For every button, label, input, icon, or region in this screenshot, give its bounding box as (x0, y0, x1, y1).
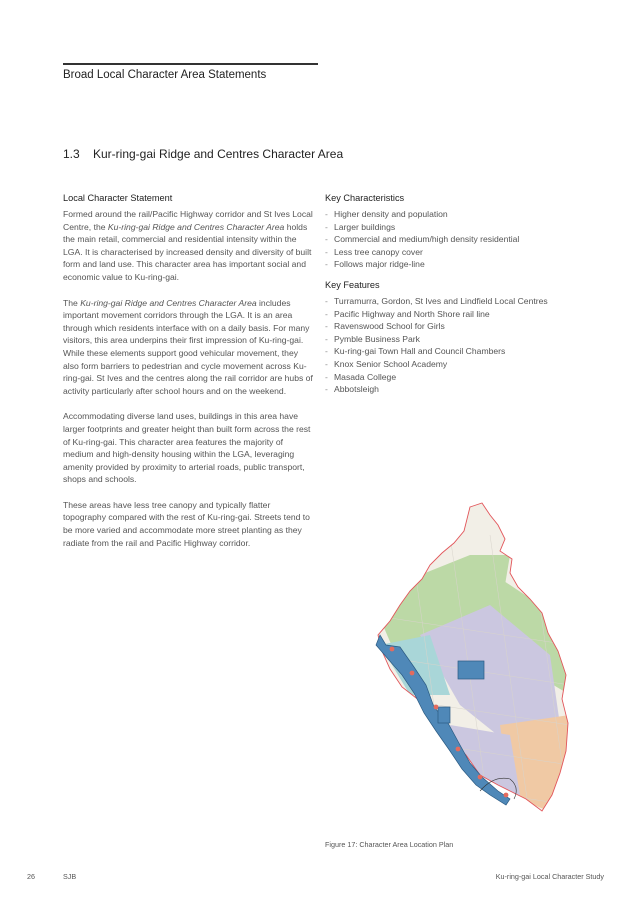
centre-marker-lindfield (478, 775, 483, 780)
page-heading (63, 147, 343, 161)
key-features-title: Key Features (325, 279, 380, 290)
list-item: - Higher density and population (325, 208, 575, 221)
figure-caption: Figure 17: Character Area Location Plan (325, 840, 454, 849)
centre-marker-killara (456, 747, 461, 752)
st-ives-centre-highlight (458, 661, 484, 679)
key-characteristics-list (325, 208, 575, 271)
heading-title: Kur-ring-gai Ridge and Centres Character Area (93, 147, 344, 161)
statement-paragraph-2 (63, 297, 313, 398)
p2-text-b: includes important movement corridors through the LGA. It is an area through which residents interface with on a daily basis. For many visitors, this area underpins their first impression of Ku-ring-gai. While these elements support good vehicular movement, they also form barriers to pedestrian and cycle movement across Ku-ring-gai. St Ives and the centres along the rail corridor are hubs of activity particularly after school hours and on the weekend. (63, 297, 313, 396)
p1-emphasis: Ku-ring-gai Ridge and Centres Character Area (107, 221, 285, 232)
list-item: - Pymble Business Park (325, 333, 575, 346)
list-item: - Pacific Highway and North Shore rail line (325, 308, 575, 321)
list-item: - Masada College (325, 371, 575, 384)
list-item: - Commercial and medium/high density residential (325, 233, 575, 246)
p2-text-a: The (63, 297, 81, 308)
heading-number: 1.3 (63, 147, 80, 161)
location-map-graphic (330, 495, 580, 820)
p1-text-b: holds the main retail, commercial and residential intensity within the LGA. It is characterised by increased density and diversity of built form and land use. This character area has important social and economic value to Ku-ring-gai. (63, 221, 312, 282)
centre-marker-turramurra (390, 647, 395, 652)
list-item: - Less tree canopy cover (325, 246, 575, 259)
statement-paragraph-3: Accommodating diverse land uses, buildings in this area have larger footprints and greater height than built form across the rest of Ku-ring-gai. This character area features the majority of medium and high-density housing within the LGA, leveraging amenity provided by proximity to arterial roads, public transport, shops and schools. (63, 411, 311, 485)
top-rule (63, 63, 318, 65)
statement-paragraph-4: These areas have less tree canopy and typically flatter topography compared with the rest of Ku-ring-gai. Streets tend to be more varied and accommodate more street planting as they radiate from the rail and Pacific Highway corridor. (63, 499, 310, 548)
character-area-fill (330, 495, 580, 820)
section-title: Broad Local Character Area Statements (63, 69, 267, 81)
statement-paragraph-1 (63, 208, 313, 284)
centre-marker-gordon (434, 705, 439, 710)
key-lists (325, 193, 575, 405)
page-number: 26 (27, 872, 35, 881)
list-item: - Turramurra, Gordon, St Ives and Lindfield Local Centres (325, 295, 575, 308)
list-item: - Larger buildings (325, 221, 575, 234)
local-character-statement-title: Local Character Statement (63, 193, 173, 203)
local-character-statement (63, 193, 313, 562)
footer-org: SJB (63, 872, 77, 881)
key-characteristics-title: Key Characteristics (325, 193, 405, 203)
key-features-list (325, 295, 575, 396)
list-item: - Ku-ring-gai Town Hall and Council Chambers (325, 345, 575, 358)
list-item: - Ravenswood School for Girls (325, 320, 575, 333)
p1-text-a: Formed around the rail/Pacific Highway corridor and St Ives Local Centre, the (63, 209, 313, 232)
list-item: - Follows major ridge-line (325, 258, 575, 271)
p2-emphasis: Ku-ring-gai Ridge and Centres Character Area (80, 297, 257, 308)
business-park-highlight (438, 707, 450, 723)
centre-marker-pymble (410, 671, 415, 676)
list-item: - Abbotsleigh (325, 383, 575, 396)
list-item: - Knox Senior School Academy (325, 358, 575, 371)
footer-document-title: Ku-ring-gai Local Character Study (495, 872, 604, 881)
character-area-location-map (330, 495, 580, 820)
centre-marker-roseville (504, 793, 509, 798)
